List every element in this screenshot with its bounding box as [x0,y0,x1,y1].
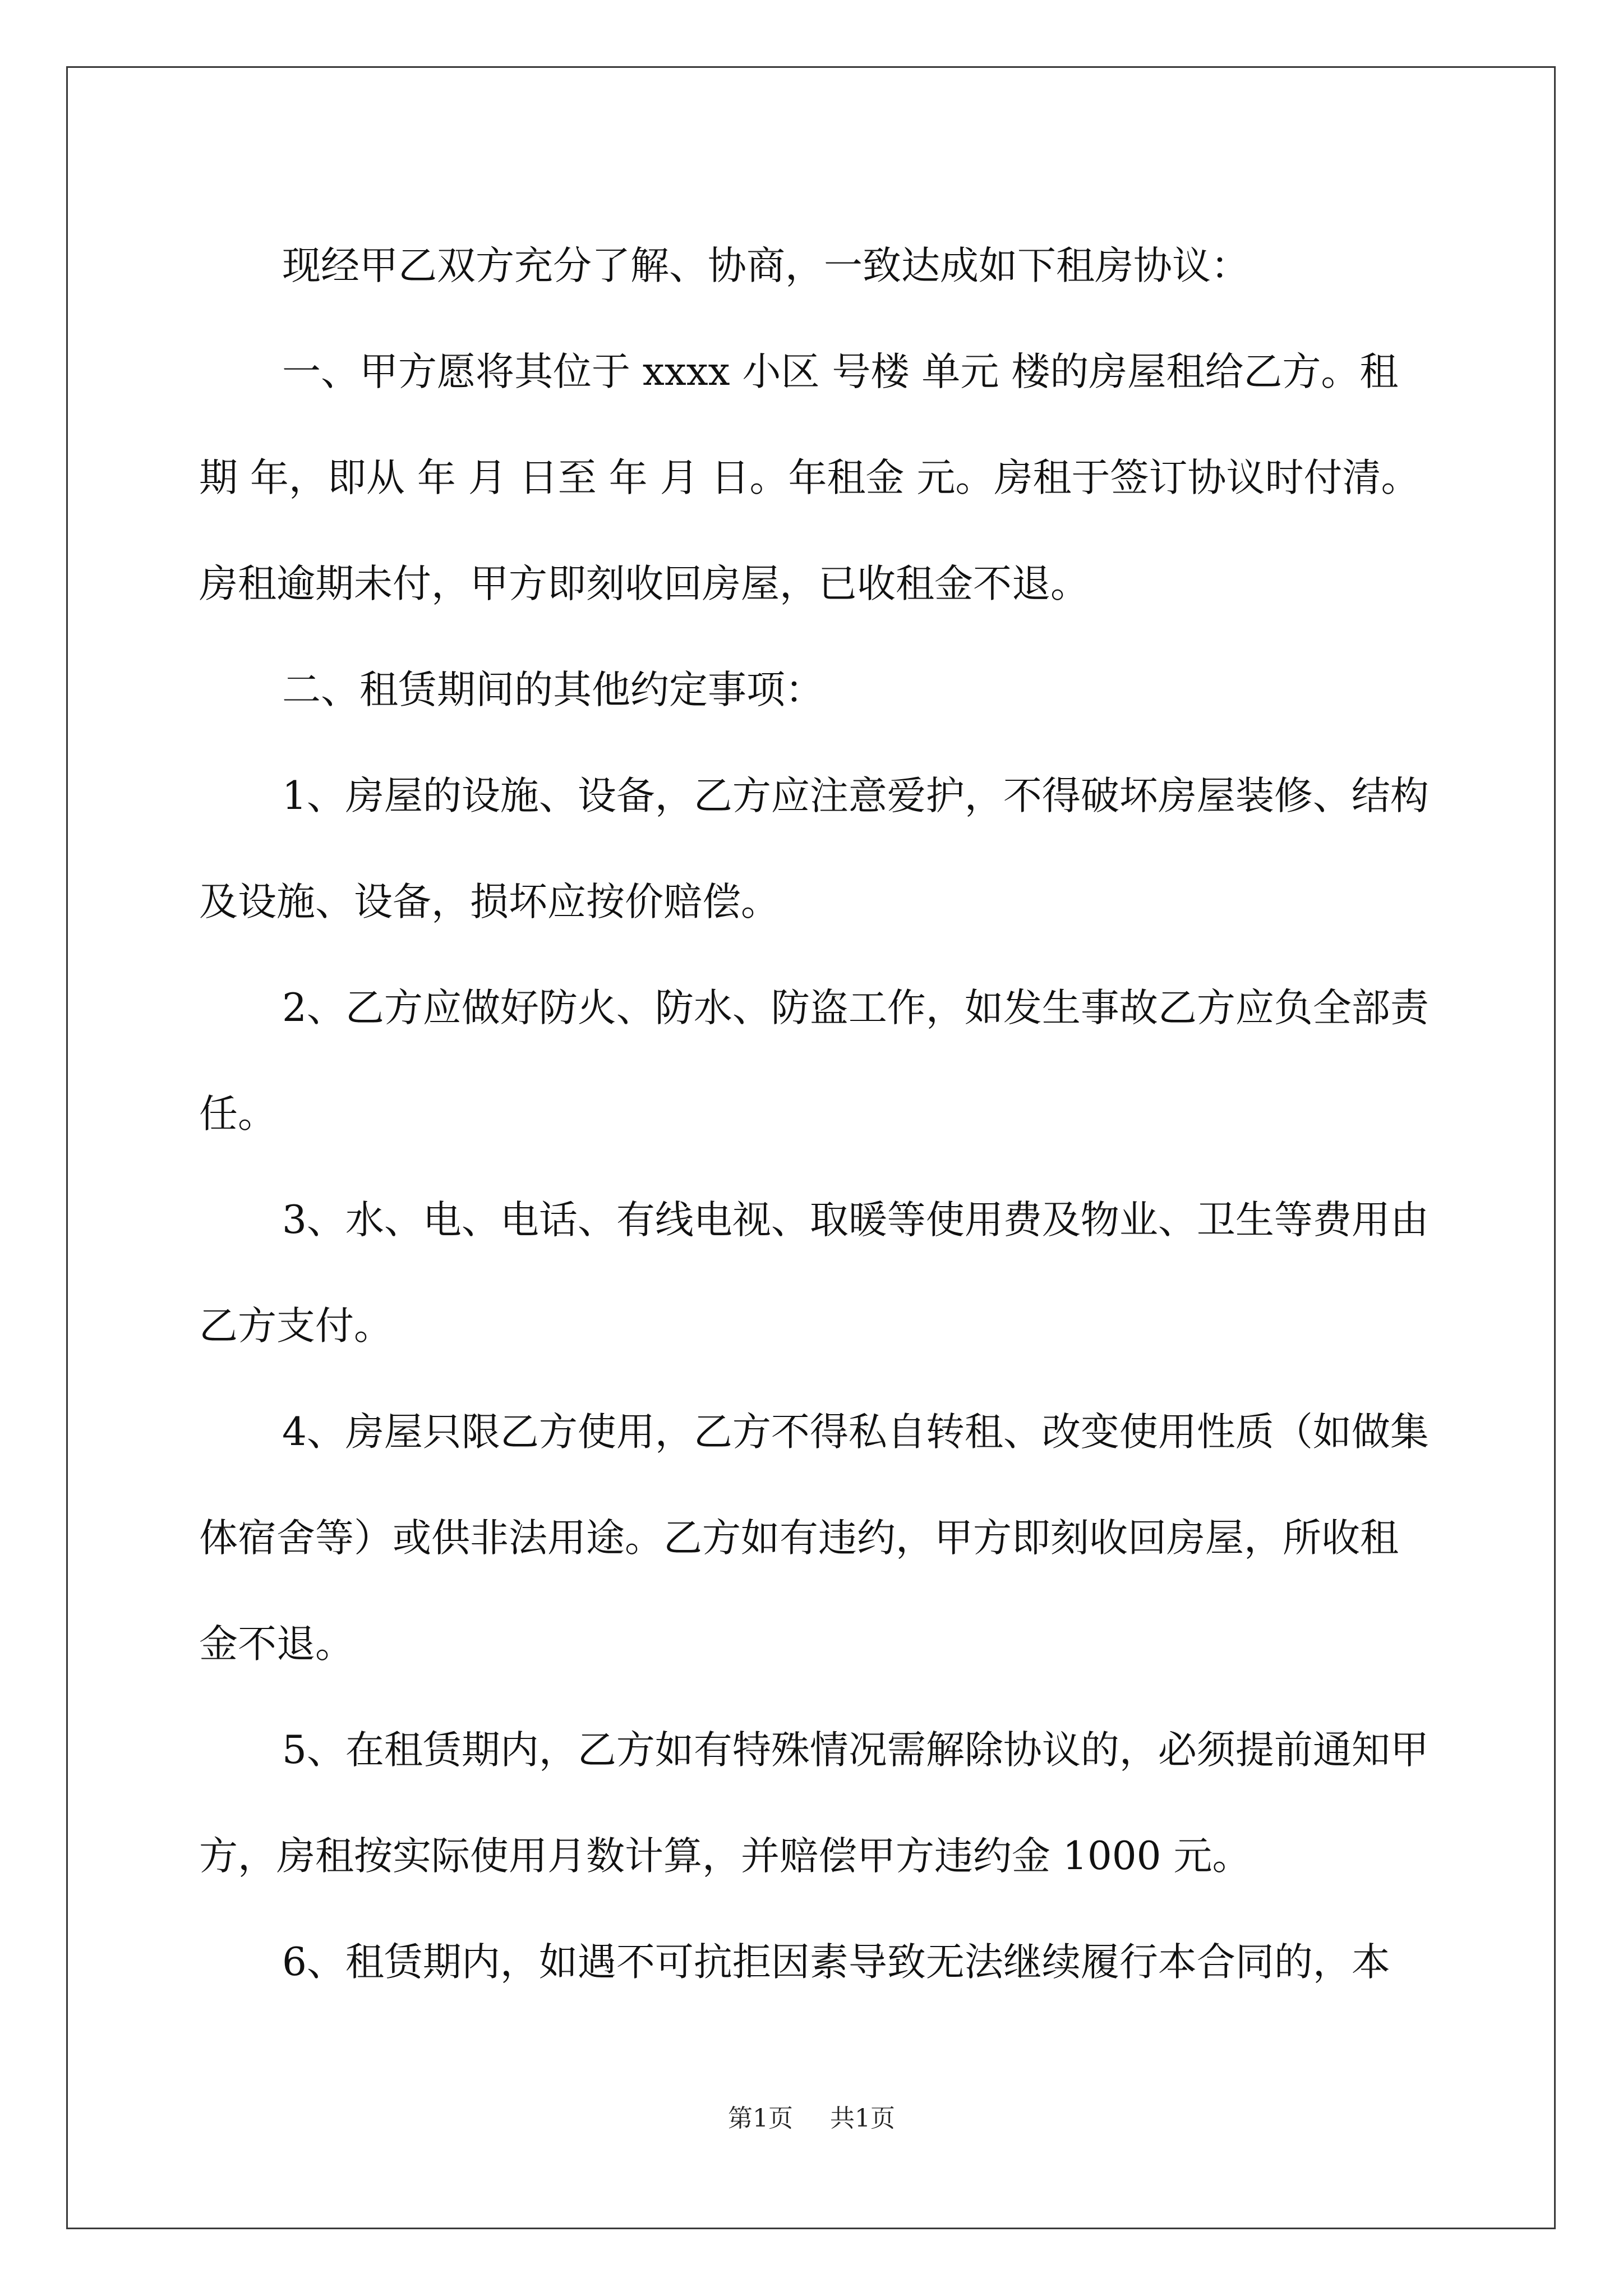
paragraph-item-4: 4、房屋只限乙方使用，乙方不得私自转租、改变使用性质（如做集体宿舍等）或供非法用途。乙方如有违约，甲方即刻收回房屋，所收租金不退。 [199,1410,1429,1667]
paragraph-item-5: 5、在租赁期内，乙方如有特殊情况需解除协议的，必须提前通知甲方，房租按实际使用月数计算，并赔偿甲方违约金 1000 元。 [199,1728,1429,1879]
paragraph-item-1: 1、房屋的设施、设备，乙方应注意爱护，不得破坏房屋装修、结构及设施、设备，损坏应按价赔偿。 [199,774,1429,924]
page-footer [0,2098,1623,2134]
document-body [199,213,1433,2016]
paragraph-clause-2: 二、租赁期间的其他约定事项： [282,668,824,712]
page-number-current: 第1页 [728,2104,793,2133]
paragraph-clause-1: 一、甲方愿将其位于 xxxx 小区 号楼 单元 楼的房屋租给乙方。租期 年，即从 年 月 日至 年 月 日。年租金 元。房租于签订协议时付清。房租逾期未付，甲方即刻收回房屋，已收租金不退。 [199,349,1420,606]
page-number-total: 共1页 [830,2104,895,2133]
paragraph-intro: 现经甲乙双方充分了解、协商，一致达成如下租房协议： [282,243,1249,288]
paragraph-item-3: 3、水、电、电话、有线电视、取暖等使用费及物业、卫生等费用由乙方支付。 [199,1198,1429,1349]
paragraph-item-6: 6、租赁期内，如遇不可抗拒因素导致无法继续履行本合同的，本 [282,1940,1390,1985]
paragraph-item-2: 2、乙方应做好防火、防水、防盗工作，如发生事故乙方应负全部责任。 [199,986,1429,1137]
